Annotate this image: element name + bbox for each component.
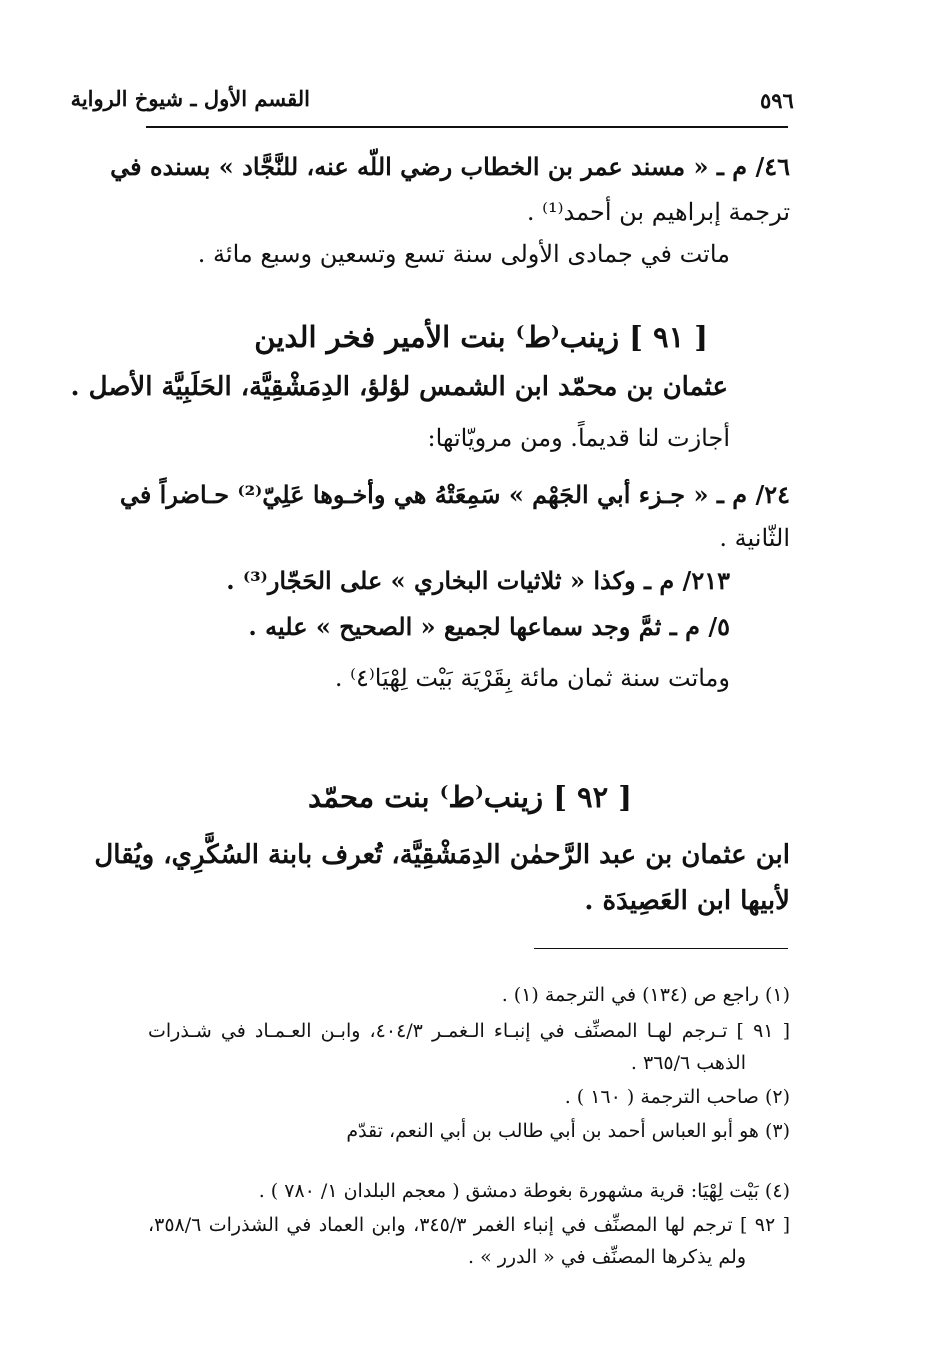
footnote: (٣) هو أبو العباس أحمد بن أبي طالب بن أبي النعم، تقدّم [346,1120,790,1142]
footnote-rule [534,948,788,949]
entry-intro: أجازت لنا قديماً. ومن مرويّاتها: [427,424,730,452]
death-line: وماتت سنة ثمان مائة بِقَرْيَة بَيْت لِهْيَا⁽٤⁾ . [334,664,730,692]
footnote: (١) راجع ص (١٣٤) في الترجمة (١) . [501,984,790,1006]
entry-heading: [ ٩١ ] زينب⁽ط⁾ بنت الأمير فخر الدين [254,320,708,354]
running-header-title: القسم الأول ـ شيوخ الرواية [70,86,310,111]
entry-line: ترجمة إبراهيم بن أحمد⁽¹⁾ . [526,198,790,226]
entry-subheading-continued: لأبيها ابن العَصِيدَة . [584,886,790,916]
page-number: ٥٩٦ [760,88,794,113]
footnote-continued: الذهب ٣٦٥/٦ . [630,1052,746,1074]
narration-item-continued: الثّانية . [719,524,790,552]
entry-heading: [ ٩٢ ] زينب⁽ط⁾ بنت محمّد [307,780,632,814]
narration-item: ٢١٣/ م ـ وكذا « ثلاثيات البخاري » على الحَجّار⁽³⁾ . [226,566,730,595]
entry-line: ٤٦/ م ـ « مسند عمر بن الخطاب رضي اللّه عنه، للنَّجَّاد » بسنده في [110,152,790,181]
narration-item: ٥/ م ـ ثمَّ وجد سماعها لجميع « الصحيح » عليه . [248,612,730,641]
narration-item: ٢٤/ م ـ « جـزء أبي الجَهْم » سَمِعَتْهُ هي وأخـوها عَلِيّ⁽²⁾ حـاضراً في [119,480,790,509]
footnote: (٤) بَيْت لِهْيَا: قرية مشهورة بغوطة دمشق ( معجم البلدان ١/ ٧٨٠ ) . [258,1180,790,1202]
entry-subheading: ابن عثمان بن عبد الرَّحمٰن الدِمَشْقِيَّة، تُعرف بابنة السُكَّرِي، ويُقال [94,840,790,870]
footnote-continued: ولم يذكرها المصنِّف في « الدرر » . [467,1246,746,1268]
death-line: ماتت في جمادى الأولى سنة تسع وتسعين وسبع مائة . [197,240,730,268]
footnote: (٢) صاحب الترجمة ( ١٦٠ ) . [564,1086,790,1108]
footnote: [ ٩١ ] تـرجم لهـا المصنِّف في إنبـاء الـغمـر ٤٠٤/٣، وابـن العـمـاد في شـذرات [148,1020,791,1042]
entry-subheading: عثمان بن محمّد ابن الشمس لؤلؤ، الدِمَشْقِيَّة، الحَلَبِيَّة الأصل . [70,372,728,402]
footnote: [ ٩٢ ] ترجم لها المصنِّف في إنباء الغمر ٣٤٥/٣، وابن العماد في الشذرات ٣٥٨/٦، [148,1214,790,1236]
header-rule [146,126,788,128]
